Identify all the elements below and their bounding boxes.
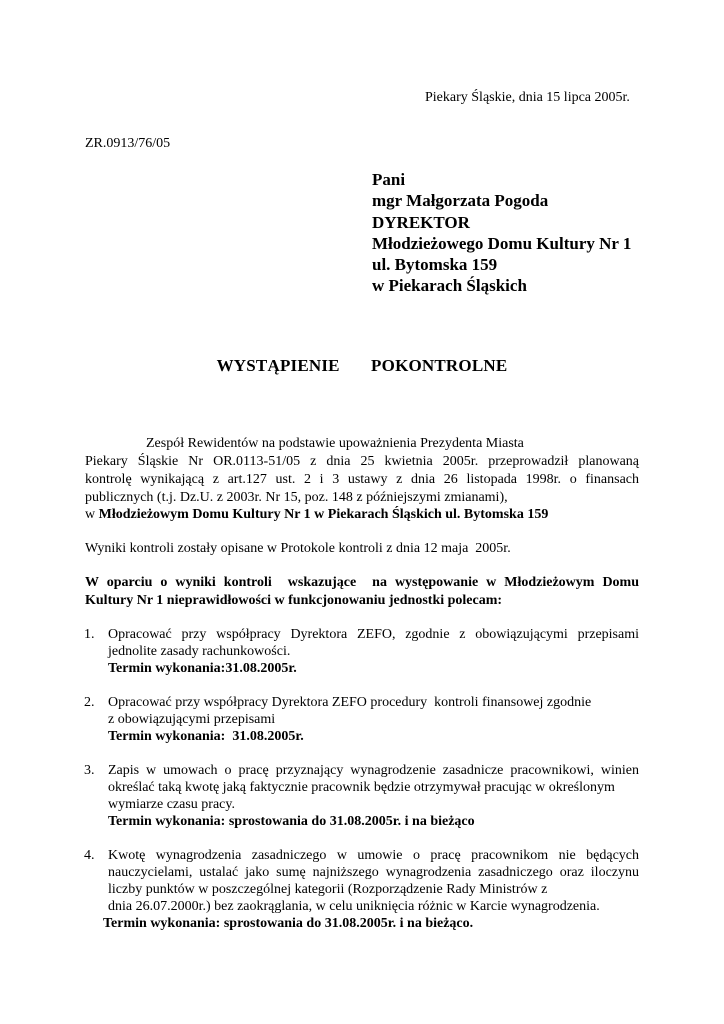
audited-unit: Młodzieżowym Domu Kultury Nr 1 w Piekarach Śląskich ul. Bytomska 159 <box>98 507 549 522</box>
intro-prefix: w <box>85 507 99 522</box>
item-line: Opracować przy współpracy Dyrektora ZEFO procedury kontroli finansowej zgodnie <box>108 695 592 710</box>
intro-line: publicznych (t.j. Dz.U. z 2003r. Nr 15, poz. 148 z późniejszymi zmianami), <box>85 490 508 505</box>
recipient-line: mgr Małgorzata Pogoda <box>372 191 549 211</box>
item-deadline: Termin wykonania: sprostowania do 31.08.2005r. i na bieżąco. <box>103 916 474 931</box>
item-number: 4. <box>84 848 95 863</box>
item-number: 3. <box>84 763 95 778</box>
document-title: WYSTĄPIENIE POKONTROLNE <box>216 356 508 375</box>
intro-line: Piekary Śląskie Nr OR.0113-51/05 z dnia 25 kwietnia 2005r. przeprowadził planowaną <box>85 454 639 469</box>
intro-line: kontrolę wynikającą z art.127 ust. 2 i 3 ustawy z dnia 26 listopada 1998r. o finansach <box>85 472 639 487</box>
recommendation-line: Kultury Nr 1 nieprawidłowości w funkcjonowaniu jednostki polecam: <box>85 593 503 608</box>
recipient-line: ul. Bytomska 159 <box>372 255 498 275</box>
recipient-line: DYREKTOR <box>372 212 470 232</box>
place-date: Piekary Śląskie, dnia 15 lipca 2005r. <box>425 90 630 105</box>
results-line: Wyniki kontroli zostały opisane w Protokole kontroli z dnia 12 maja 2005r. <box>85 541 511 556</box>
item-deadline: Termin wykonania:31.08.2005r. <box>108 661 297 676</box>
item-number: 2. <box>84 695 95 710</box>
recipient-line: Młodzieżowego Domu Kultury Nr 1 <box>372 233 632 253</box>
item-line: Zapis w umowach o pracę przyznający wynagrodzenie zasadnicze pracownikowi, winien <box>108 763 639 778</box>
intro-line <box>85 506 548 523</box>
item-line: Opracować przy współpracy Dyrektora ZEFO, zgodnie z obowiązującymi przepisami <box>108 627 639 642</box>
reference-number: ZR.0913/76/05 <box>85 136 171 151</box>
recommendation-line: W oparciu o wyniki kontroli wskazujące na występowanie w Młodzieżowym Domu <box>85 575 639 590</box>
item-line: dnia 26.07.2000r.) bez zaokrąglania, w celu uniknięcia różnic w Karcie wynagrodzenia. <box>108 899 600 914</box>
item-number: 1. <box>84 627 95 642</box>
item-deadline: Termin wykonania: 31.08.2005r. <box>108 729 304 744</box>
item-line: wymiarze czasu pracy. <box>108 797 235 812</box>
recipient-address <box>372 169 631 297</box>
recipient-line: Pani <box>372 170 406 189</box>
intro-line: Zespół Rewidentów na podstawie upoważnienia Prezydenta Miasta <box>146 436 524 451</box>
item-line: określać taką kwotę jaką faktycznie pracownik będzie otrzymywał pracując w określonym <box>108 780 615 795</box>
item-line: jednolite zasady rachunkowości. <box>108 644 291 659</box>
recipient-line: w Piekarach Śląskich <box>372 276 527 296</box>
item-deadline: Termin wykonania: sprostowania do 31.08.2005r. i na bieżąco <box>108 814 475 829</box>
item-line: Kwotę wynagrodzenia zasadniczego w umowie o pracę pracownikom nie będących <box>108 848 639 863</box>
item-line: nauczycielami, ustalać jako sumę najniższego wynagrodzenia zasadniczego oraz iloczynu <box>108 865 639 880</box>
item-line: z obowiązującymi przepisami <box>108 712 276 727</box>
item-line: liczby punktów w poszczególnej kategorii (Rozporządzenie Rady Ministrów z <box>108 882 548 897</box>
